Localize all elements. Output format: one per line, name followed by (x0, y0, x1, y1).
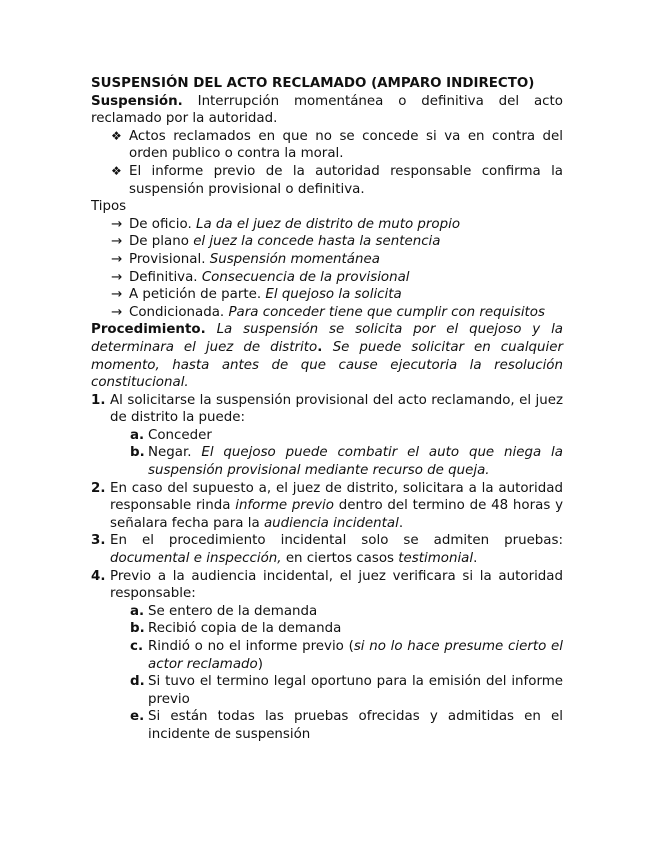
sub-item (110, 673, 563, 708)
bullet-text: El informe previo de la autoridad responsable confirma la suspensión provisional o definitiva. (129, 163, 563, 197)
step-item (91, 480, 563, 533)
procedimiento-separator: . (317, 339, 333, 355)
procedimiento-label: Procedimiento. (91, 322, 206, 338)
step-number: 1. (91, 392, 106, 408)
sub-letter: c. (130, 639, 144, 654)
step-sublist (110, 603, 563, 744)
tipo-label: Provisional. (129, 251, 206, 267)
tipo-label: A petición de parte. (129, 287, 262, 303)
arrow-right-icon: → (111, 287, 123, 303)
sub-letter: e. (130, 709, 145, 725)
step-number: 2. (91, 480, 106, 496)
suspension-label: Suspensión. (91, 93, 183, 109)
procedure-steps (91, 392, 563, 744)
step-item (91, 532, 563, 567)
tipo-item (91, 233, 563, 251)
bullet-item (91, 163, 563, 198)
diamond-bullet-icon: ❖ (111, 128, 122, 143)
arrow-right-icon: → (111, 251, 123, 267)
step-number: 4. (91, 568, 106, 584)
suspension-definition (91, 93, 563, 128)
sub-italic-text: si no lo hace presume cierto el actor reclamado (148, 639, 563, 672)
arrow-right-icon: → (111, 234, 123, 250)
arrow-right-icon: → (111, 269, 123, 285)
sub-item (110, 638, 563, 673)
step-text: En caso del supuesto a, el juez de distrito, solicitara a la autoridad responsable rinda (110, 480, 563, 514)
sub-text: Se entero de la demanda (148, 603, 318, 619)
step-text: Previo a la audiencia incidental, el juez verificara si la autoridad responsable: (110, 568, 563, 602)
sub-letter: a. (130, 427, 145, 443)
tipo-item (91, 304, 563, 322)
sub-letter: d. (130, 674, 145, 690)
step-text-end: . (473, 551, 478, 567)
sub-text: Negar. (148, 445, 192, 461)
sub-text: Si están todas las pruebas ofrecidas y admitidas en el incidente de suspensión (148, 709, 563, 742)
step-italic-text: documental e inspección, (110, 551, 282, 567)
step-italic-text: informe previo (235, 498, 334, 514)
step-item (91, 568, 563, 744)
step-text: Al solicitarse la suspensión provisional del acto reclamando, el juez de distrito la puede: (110, 392, 563, 426)
tipo-label: De oficio. (129, 216, 192, 232)
step-text-end: . (398, 515, 404, 531)
step-italic-text: testimonial (398, 551, 474, 567)
tipo-item (91, 216, 563, 234)
step-number: 3. (91, 533, 106, 549)
sub-text: Recibió copia de la demanda (148, 621, 342, 637)
tipo-label: Definitiva. (129, 269, 198, 285)
document-body (91, 75, 563, 744)
sub-letter: b. (130, 445, 145, 461)
sub-letter: a. (130, 603, 145, 619)
tipo-item (91, 269, 563, 287)
sub-letter: b. (130, 621, 145, 637)
diamond-bullet-icon: ❖ (111, 163, 122, 178)
document-title: SUSPENSIÓN DEL ACTO RECLAMADO (AMPARO INDIRECTO) (91, 76, 535, 91)
sub-item (110, 427, 563, 445)
step-text: en ciertos casos (285, 551, 395, 567)
sub-text: Conceder (148, 427, 212, 443)
tipo-label: Condicionada. (129, 304, 225, 320)
tipos-heading: Tipos (91, 199, 127, 215)
sub-item (110, 620, 563, 638)
tipo-description: el juez la concede hasta la sentencia (193, 234, 441, 250)
sub-text-end: ) (257, 656, 263, 672)
step-italic-text: audiencia incidental (263, 515, 399, 531)
bullet-text: Actos reclamados en que no se concede si va en contra del orden publico o contra la moral. (129, 128, 563, 162)
procedimiento-text-2: Se puede solicitar en cualquier momento, hasta antes de que cause ejecutoria la resolución constitucional. (91, 339, 563, 391)
step-sublist (110, 427, 563, 480)
sub-text: Si tuvo el termino legal oportuno para la emisión del informe previo (148, 674, 563, 707)
sub-text: Rindió o no el informe previo ( (148, 639, 354, 654)
arrow-right-icon: → (111, 216, 123, 232)
sub-item (110, 603, 563, 621)
tipo-description: Suspensión momentánea (209, 251, 380, 267)
suspension-bullet-list (91, 128, 563, 198)
step-text: En el procedimiento incidental solo se admiten pruebas: (110, 533, 563, 549)
arrow-right-icon: → (111, 304, 123, 320)
tipo-description: Para conceder tiene que cumplir con requisitos (228, 304, 545, 320)
tipo-item (91, 286, 563, 304)
tipo-description: La da el juez de distrito de muto propio (196, 216, 461, 232)
tipos-list (91, 216, 563, 322)
bullet-item (91, 128, 563, 163)
sub-item (110, 708, 563, 743)
tipo-item (91, 251, 563, 269)
tipo-description: Consecuencia de la provisional (201, 269, 410, 285)
step-item (91, 392, 563, 480)
procedimiento-text-1: La suspensión se solicita por el quejoso y la determinara el juez de distrito (91, 322, 563, 355)
tipo-description: El quejoso la solicita (265, 287, 402, 303)
tipo-label: De plano (129, 234, 189, 250)
procedimiento-paragraph (91, 321, 563, 391)
sub-italic-text: El quejoso puede combatir el auto que niega la suspensión provisional mediante recurso de queja. (148, 445, 563, 479)
sub-item (110, 444, 563, 479)
step-text: dentro del termino de 48 horas y señalara fecha para la (110, 498, 563, 531)
suspension-text: Interrupción momentánea o definitiva del acto reclamado por la autoridad. (91, 93, 563, 127)
